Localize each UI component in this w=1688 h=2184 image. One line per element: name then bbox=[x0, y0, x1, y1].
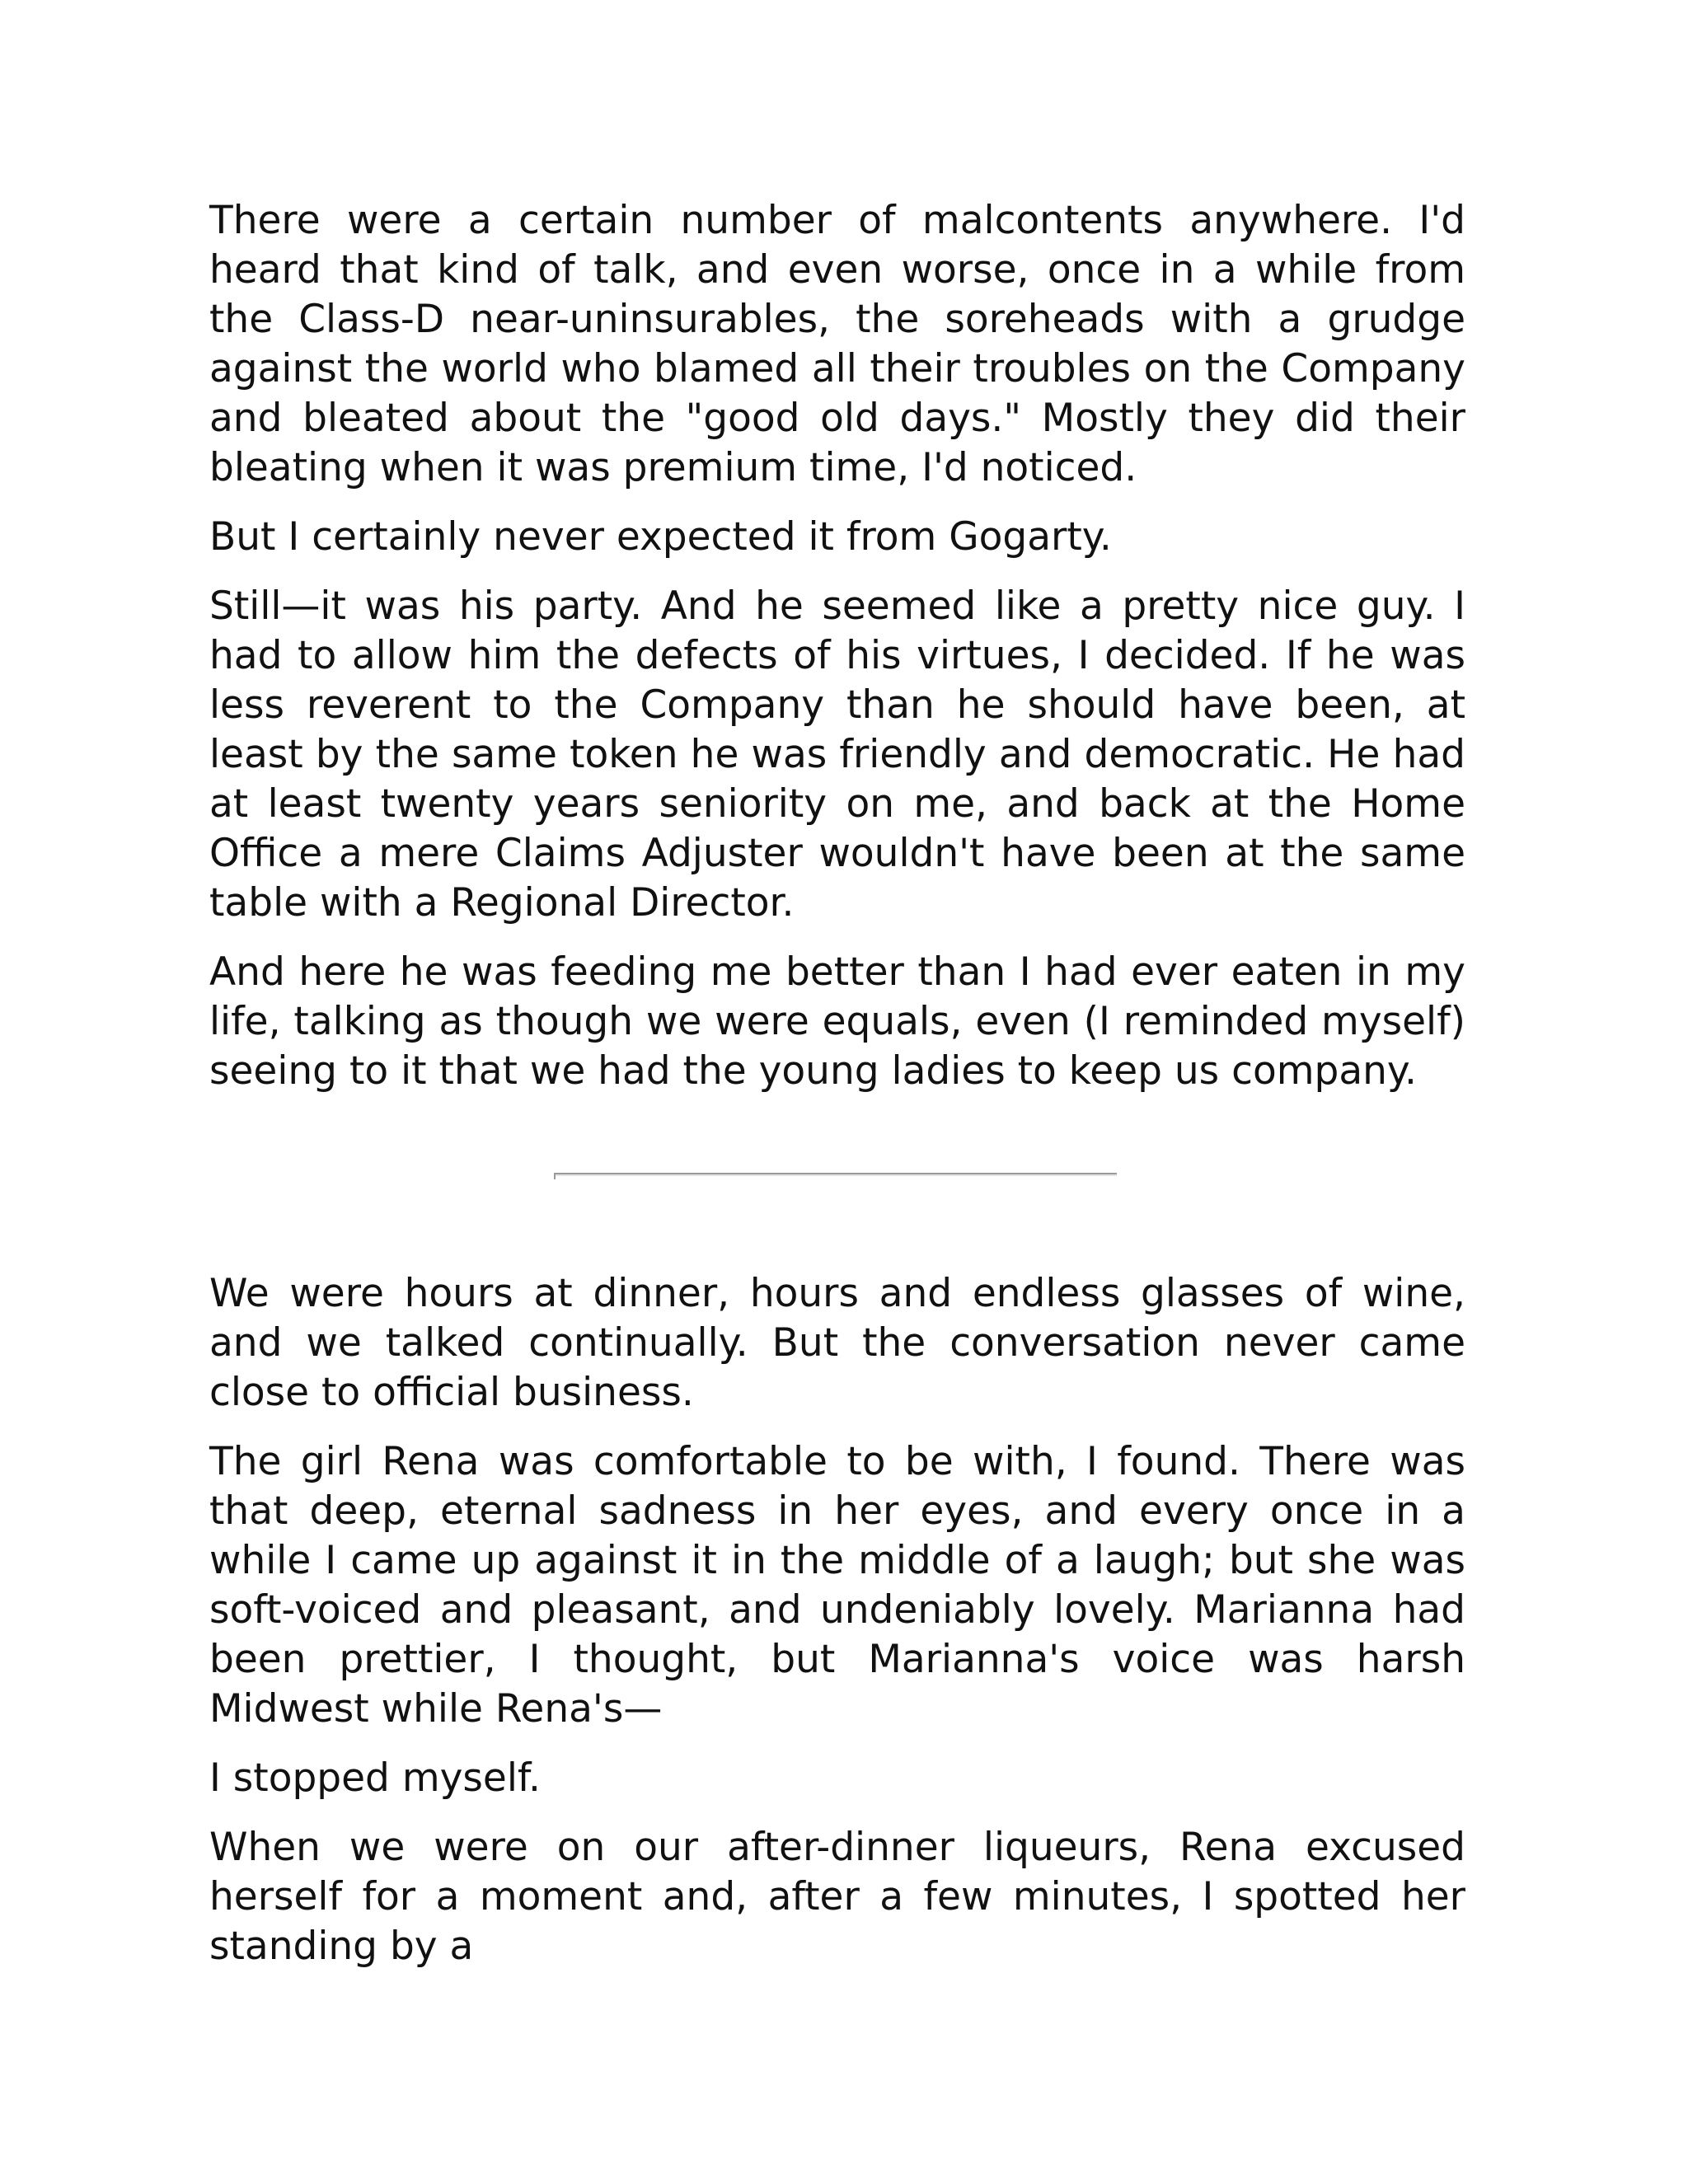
paragraph: Still—it was his party. And he seemed like a pretty nice guy. I had to allow him the defects of his virtues, I decided. If he was less reverent to the Company than he should have been, at least by the same token he was friendly and democratic. He had at least twenty years seniority on me, and back at the Home Office a mere Claims Adjuster wouldn't have been at the same table with a Regional Director. bbox=[209, 583, 1465, 926]
paragraph: I stopped myself. bbox=[209, 1755, 541, 1801]
paragraph: When we were on our after-dinner liqueurs, Rena excused herself for a moment and, after a few minutes, I spotted her standing by a bbox=[209, 1825, 1465, 1969]
paragraph: But I certainly never expected it from Gogarty. bbox=[209, 514, 1112, 560]
paragraph: The girl Rena was comfortable to be with, I found. There was that deep, eternal sadness in her eyes, and every once in a while I came up against it in the middle of a laugh; but she was soft-voiced and pleasant, and undeniably lovely. Marianna had been prettier, I thought, but Marianna's voice was harsh Midwest while Rena's— bbox=[209, 1439, 1465, 1732]
paragraph: And here he was feeding me better than I had ever eaten in my life, talking as though we were equals, even (I reminded myself) seeing to it that we had the young ladies to keep us company. bbox=[209, 949, 1465, 1094]
section-break-rule bbox=[554, 1173, 1117, 1176]
text-section-before-break bbox=[209, 196, 1465, 1116]
text-section-after-break bbox=[209, 1269, 1465, 1991]
paragraph: We were hours at dinner, hours and endless glasses of wine, and we talked continually. But the conversation never came close to official business. bbox=[209, 1271, 1465, 1415]
paragraph: There were a certain number of malcontents anywhere. I'd heard that kind of talk, and even worse, once in a while from the Class-D near-uninsurables, the soreheads with a grudge against the world who blamed all their troubles on the Company and bleated about the "good old days." Mostly they did their bleating when it was premium time, I'd noticed. bbox=[209, 198, 1465, 490]
